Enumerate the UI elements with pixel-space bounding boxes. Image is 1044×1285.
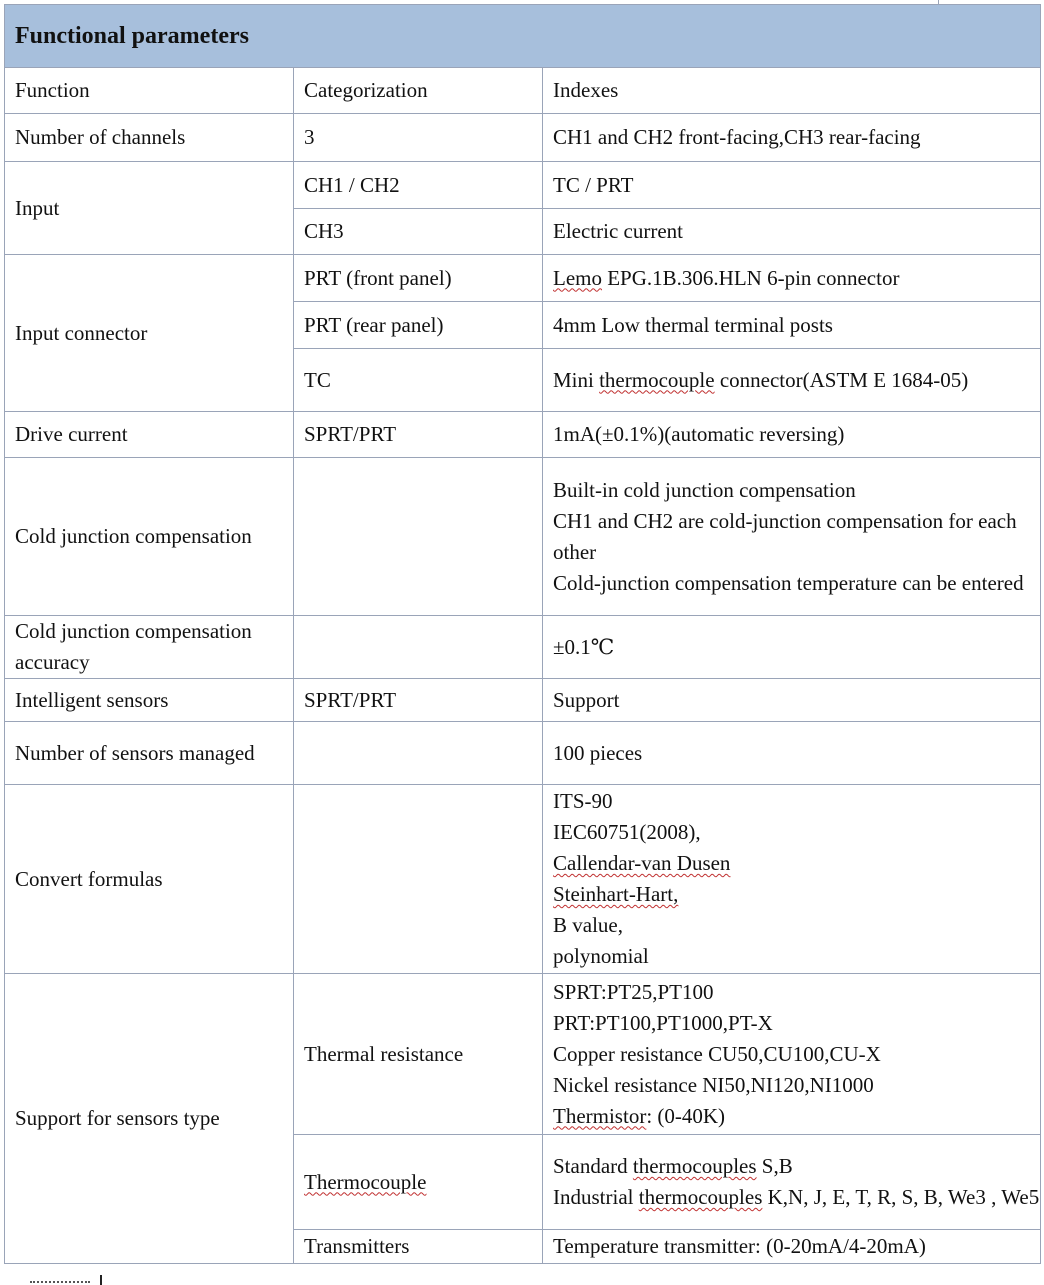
table-row <box>5 679 1041 722</box>
header-indexes: Indexes <box>543 68 1041 114</box>
index-line <box>553 1101 1040 1132</box>
cell-categorization: 3 <box>294 114 543 162</box>
cell-categorization: CH3 <box>294 209 543 255</box>
cell-indexes: CH1 and CH2 front-facing,CH3 rear-facing <box>543 114 1041 162</box>
index-line <box>553 1182 1040 1213</box>
index-line: Copper resistance CU50,CU100,CU-X <box>553 1041 881 1066</box>
text-run: EPG.1B.306.HLN 6-pin connector <box>601 265 900 290</box>
text-run: Industrial <box>553 1185 639 1209</box>
table-row <box>5 616 1041 679</box>
cell-indexes: ±0.1℃ <box>543 616 1041 679</box>
text-run: connector(ASTM E 1684-05) <box>714 367 969 392</box>
table-row <box>5 785 1041 974</box>
header-function: Function <box>5 68 294 114</box>
index-line: B value, <box>553 913 623 937</box>
functional-parameters-table-wrapper <box>4 4 1040 1264</box>
spell-flagged-word: Thermistor <box>553 1103 647 1128</box>
index-line: polynomial <box>553 944 649 968</box>
table-row <box>5 162 1041 209</box>
text-run: Mini <box>553 367 600 392</box>
cell-function: Number of channels <box>5 114 294 162</box>
index-line: PRT:PT100,PT1000,PT-X <box>553 1010 773 1035</box>
index-line <box>553 1151 1040 1182</box>
spell-flagged-word: Thermocouple <box>304 1169 427 1194</box>
cell-function: Input connector <box>5 255 294 412</box>
index-line: CH1 and CH2 are cold-junction compensation for each other <box>553 508 1017 564</box>
cell-indexes <box>543 1135 1041 1230</box>
cell-categorization: Thermal resistance <box>294 974 543 1135</box>
index-line: Nickel resistance NI50,NI120,NI1000 <box>553 1072 874 1097</box>
spell-flagged-word: thermocouples <box>638 1185 763 1209</box>
text-run: K,N, J, E, T, R, S, B, We3 , We5 <box>762 1185 1040 1209</box>
table-row <box>5 974 1041 1135</box>
cell-function: Drive current <box>5 412 294 458</box>
index-line: SPRT:PT25,PT100 <box>553 979 714 1004</box>
index-line: Cold-junction compensation temperature can be entered <box>553 570 1024 595</box>
index-line: IEC60751(2008), <box>553 820 701 844</box>
cell-function: Support for sensors type <box>5 974 294 1264</box>
table-row <box>5 458 1041 616</box>
cell-indexes: Temperature transmitter: (0-20mA/4-20mA) <box>543 1230 1041 1264</box>
cell-categorization: TC <box>294 349 543 412</box>
header-row <box>5 68 1041 114</box>
cell-function: Convert formulas <box>5 785 294 974</box>
functional-parameters-table <box>4 4 1041 1264</box>
text-run: : (0-40K) <box>646 1103 726 1128</box>
header-categorization: Categorization <box>294 68 543 114</box>
text-cursor-mark <box>100 1275 102 1285</box>
cell-function: Cold junction compensation accuracy <box>5 616 294 679</box>
cell-function: Cold junction compensation <box>5 458 294 616</box>
cell-indexes <box>543 349 1041 412</box>
cell-categorization: SPRT/PRT <box>294 412 543 458</box>
cell-categorization <box>294 1135 543 1230</box>
cell-indexes: TC / PRT <box>543 162 1041 209</box>
spell-flagged-word: thermocouple <box>599 367 715 392</box>
cell-categorization <box>294 458 543 616</box>
table-row <box>5 722 1041 785</box>
index-line: Built-in cold junction compensation <box>553 477 856 502</box>
cell-indexes <box>543 458 1041 616</box>
cell-function: Input <box>5 162 294 255</box>
cell-function: Intelligent sensors <box>5 679 294 722</box>
cell-indexes <box>543 255 1041 302</box>
cell-categorization: SPRT/PRT <box>294 679 543 722</box>
spell-flagged-word: Lemo <box>553 265 602 290</box>
table-title: Functional parameters <box>5 5 1041 68</box>
cell-categorization: PRT (front panel) <box>294 255 543 302</box>
cell-categorization <box>294 722 543 785</box>
cell-categorization: CH1 / CH2 <box>294 162 543 209</box>
text-run: Standard <box>553 1154 633 1178</box>
index-line: ITS-90 <box>553 789 613 813</box>
index-line: Steinhart-Hart, <box>553 882 679 906</box>
cell-indexes: 100 pieces <box>543 722 1041 785</box>
cell-categorization <box>294 785 543 974</box>
text-run: S,B <box>756 1154 793 1178</box>
table-row <box>5 114 1041 162</box>
cell-indexes: Support <box>543 679 1041 722</box>
index-line: Callendar-van Dusen <box>553 851 731 875</box>
cell-indexes <box>543 974 1041 1135</box>
dotted-mark <box>30 1281 90 1285</box>
cell-categorization: PRT (rear panel) <box>294 302 543 349</box>
cell-indexes: 4mm Low thermal terminal posts <box>543 302 1041 349</box>
cell-indexes: 1mA(±0.1%)(automatic reversing) <box>543 412 1041 458</box>
cell-indexes: Electric current <box>543 209 1041 255</box>
table-row <box>5 412 1041 458</box>
spell-flagged-word: thermocouples <box>632 1154 757 1178</box>
cell-function: Number of sensors managed <box>5 722 294 785</box>
table-row <box>5 255 1041 302</box>
cell-categorization: Transmitters <box>294 1230 543 1264</box>
cell-indexes <box>543 785 1041 974</box>
cell-categorization <box>294 616 543 679</box>
